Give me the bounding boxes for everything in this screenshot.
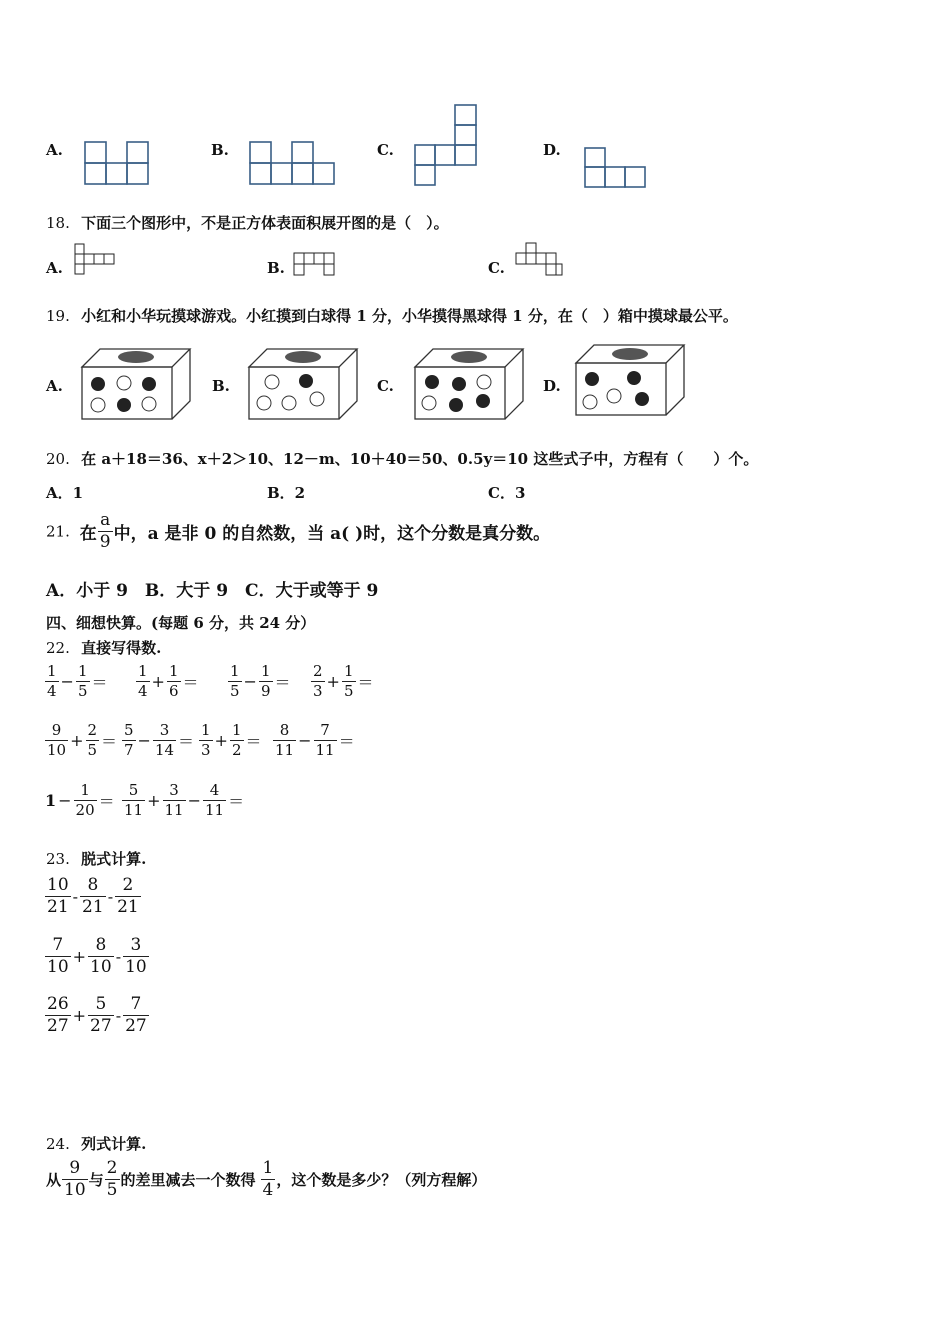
numerator: 26 [47,994,69,1014]
q21-stem [46,512,550,551]
plus-sign: + [72,947,87,966]
net-a-figure [84,141,149,185]
denominator: 9 [260,682,271,700]
option-c-label: C. [377,141,394,159]
q23-expr-2 [44,937,150,976]
section-4-heading: 四、细想快算。(每题 6 分，共 24 分） [46,614,316,632]
q20-option-a: A．1 [46,484,84,502]
q24-title: 列式计算. [81,1135,147,1153]
q21-options: A．小于 9 B．大于 9 C．大于或等于 9 [46,581,379,601]
numerator: 1 [77,662,88,680]
fraction [153,723,176,758]
q21-number: 21. [46,522,70,541]
denominator: 6 [168,682,179,700]
option-d-label: D. [543,141,561,159]
fraction [203,783,226,818]
q18-net-c-figure [515,242,565,277]
denominator: 5 [343,682,354,700]
q24-problem [46,1160,486,1199]
q20-option-c: C．3 [488,484,526,502]
q22-expr-7 [198,723,263,758]
plus-sign: + [151,672,165,691]
fraction [163,783,186,818]
numerator: 5 [128,781,139,799]
q22-expr-5 [44,723,118,758]
q23-number: 23. [46,850,70,868]
minus-sign: - [107,887,114,906]
plus-sign: + [72,1006,87,1025]
q19-option-d-label: D. [543,377,561,395]
q22-expr-8 [272,723,356,758]
minus-sign: − [298,731,312,750]
numerator: 7 [130,994,142,1014]
q23-title: 脱式计算. [81,850,147,868]
denominator: 7 [124,741,134,759]
fraction [136,664,150,699]
q24-fraction-3 [261,1160,276,1199]
minus-sign: - [72,887,79,906]
numerator: 1 [231,721,242,739]
fraction [115,877,141,916]
equals-sign: ＝ [178,732,195,751]
equals-sign: ＝ [91,673,108,692]
numerator: 8 [279,721,290,739]
denominator: 10 [47,957,69,977]
q20-number: 20. [46,450,70,468]
q19-stem [46,305,738,326]
denominator: 14 [154,741,175,759]
denominator: 27 [90,1016,112,1036]
numerator: 1 [138,662,148,680]
minus-sign: − [60,672,74,691]
q22-expr-1 [44,664,109,699]
q19-box-d-figure [574,343,686,417]
fraction [314,723,337,758]
q18-net-b-figure [293,252,343,276]
fraction [45,877,71,916]
denominator: 3 [201,741,211,759]
denominator: 20 [75,801,95,819]
denominator: 21 [47,897,69,917]
denominator: 11 [205,801,225,819]
denominator: 11 [164,801,184,819]
equals-sign: ＝ [338,732,355,751]
fraction [45,664,59,699]
minus-sign: − [137,731,151,750]
q21-fraction-denominator: 9 [99,532,111,552]
q19-box-c-figure [413,347,525,421]
q18-option-c-label: C. [488,259,505,277]
numerator: 9 [51,721,62,739]
fraction [123,937,149,976]
q22-title: 直接写得数. [81,639,162,657]
q18-net-a-figure [74,243,122,276]
minus-sign: − [243,672,257,691]
q24-fraction-2 [105,1160,120,1199]
net-d-figure [584,147,646,189]
q18-number: 18. [46,214,70,232]
equals-sign: ＝ [357,673,374,692]
numerator: 1 [201,721,211,739]
q19-option-b-label: B. [212,377,230,395]
q23-expr-1 [44,877,142,916]
fraction [122,723,136,758]
fraction [230,723,244,758]
fraction [45,996,71,1035]
option-b-label: B. [211,141,229,159]
numerator: 2 [122,875,134,895]
plus-sign: + [214,731,228,750]
q24-text-1: 从 [46,1171,62,1189]
denominator: 5 [230,682,240,700]
fraction [88,937,114,976]
fraction [80,877,106,916]
equals-sign: ＝ [101,732,118,751]
fraction [259,664,273,699]
fraction [123,996,149,1035]
denominator: 11 [124,801,144,819]
q22-number: 22. [46,639,70,657]
denominator: 3 [313,682,323,700]
equals-sign: ＝ [245,732,262,751]
q18-option-b-label: B. [267,259,285,277]
q24-text-2: 与 [88,1171,104,1189]
fraction [199,723,213,758]
q19-box-b-figure [247,347,359,421]
numerator: 8 [87,875,99,895]
denominator: 10 [125,957,147,977]
numerator: 1 [260,662,271,680]
minus-sign: - [115,947,122,966]
q22-stem [46,637,161,658]
option-a-label: A. [46,141,63,159]
whole-number-one: 1 [45,791,57,810]
net-c-figure [414,104,478,187]
fraction [88,996,114,1035]
numerator: 1 [343,662,354,680]
fraction [74,783,97,818]
numerator: 5 [95,994,107,1014]
q22-expr-10 [121,783,245,818]
denominator: 2 [231,741,242,759]
numerator: 4 [209,781,220,799]
q19-box-a-figure [80,347,192,421]
denominator: 10 [64,1180,86,1200]
fraction [76,664,90,699]
q21-text-pre: 在 [79,524,97,544]
fraction [86,723,100,758]
plus-sign: + [147,791,161,810]
q22-expr-2 [135,664,200,699]
q19-number: 19. [46,307,70,325]
q22-expr-6 [121,723,195,758]
net-b-figure [249,141,336,185]
numerator: 1 [47,662,57,680]
numerator: 7 [320,721,330,739]
q21-fraction-numerator: a [100,510,111,530]
fraction [122,783,145,818]
denominator: 10 [90,957,112,977]
numerator: 3 [169,781,179,799]
equals-sign: ＝ [274,673,291,692]
fraction [45,723,68,758]
q19-option-a-label: A. [46,377,63,395]
q18-option-a-label: A. [46,259,63,277]
numerator: 1 [80,781,90,799]
numerator: 8 [95,935,107,955]
q23-stem [46,848,146,869]
numerator: 1 [168,662,179,680]
fraction [228,664,242,699]
q24-text-3: 的差里减去一个数得 [120,1171,256,1189]
numerator: 10 [47,875,69,895]
denominator: 4 [47,682,57,700]
q22-expr-9 [44,783,116,818]
denominator: 5 [87,741,98,759]
q20-option-b: B．2 [267,484,306,502]
numerator: 9 [69,1158,81,1178]
numerator: 3 [159,721,170,739]
q24-fraction-1 [62,1160,88,1199]
q22-expr-3 [227,664,292,699]
numerator: 7 [52,935,64,955]
minus-sign: − [187,791,201,810]
denominator: 10 [47,741,67,759]
denominator: 11 [275,741,295,759]
numerator: 5 [124,721,134,739]
numerator: 2 [106,1158,118,1178]
q18-stem [46,212,449,233]
numerator: 3 [130,935,142,955]
numerator: 1 [262,1158,274,1178]
q22-expr-4 [310,664,375,699]
q20-text: 在 a＋18＝36、x＋2＞10、12－m、10＋40＝50、0.5y＝10 这些式子中，方程有（ ）个。 [81,450,759,468]
q24-text-4: ，这个数是多少？（列方程解） [276,1171,487,1189]
denominator: 5 [77,682,88,700]
q24-number: 24. [46,1135,70,1153]
numerator: 2 [87,721,98,739]
minus-sign: − [58,791,72,810]
equals-sign: ＝ [182,673,199,692]
q21-fraction [98,512,113,551]
denominator: 11 [315,741,335,759]
fraction [311,664,325,699]
q19-text: 小红和小华玩摸球游戏。小红摸到白球得 1 分，小华摸得黑球得 1 分，在（ ）箱中摸球最公平。 [81,307,738,325]
denominator: 27 [125,1016,147,1036]
fraction [45,937,71,976]
fraction [342,664,356,699]
q18-text: 下面三个图形中，不是正方体表面积展开图的是（ ）。 [81,214,449,232]
plus-sign: + [70,731,84,750]
q24-stem [46,1133,146,1154]
denominator: 21 [82,897,104,917]
q19-option-c-label: C. [377,377,394,395]
denominator: 4 [262,1180,274,1200]
equals-sign: ＝ [98,792,115,811]
denominator: 27 [47,1016,69,1036]
fraction [167,664,181,699]
numerator: 1 [230,662,240,680]
denominator: 21 [117,897,139,917]
q20-stem [46,448,758,469]
fraction [273,723,296,758]
q21-text-post: 中，a 是非 0 的自然数，当 a( )时，这个分数是真分数。 [113,524,551,544]
plus-sign: + [326,672,340,691]
denominator: 5 [106,1180,118,1200]
minus-sign: - [115,1006,122,1025]
numerator: 2 [313,662,323,680]
denominator: 4 [138,682,148,700]
q23-expr-3 [44,996,150,1035]
equals-sign: ＝ [228,792,245,811]
